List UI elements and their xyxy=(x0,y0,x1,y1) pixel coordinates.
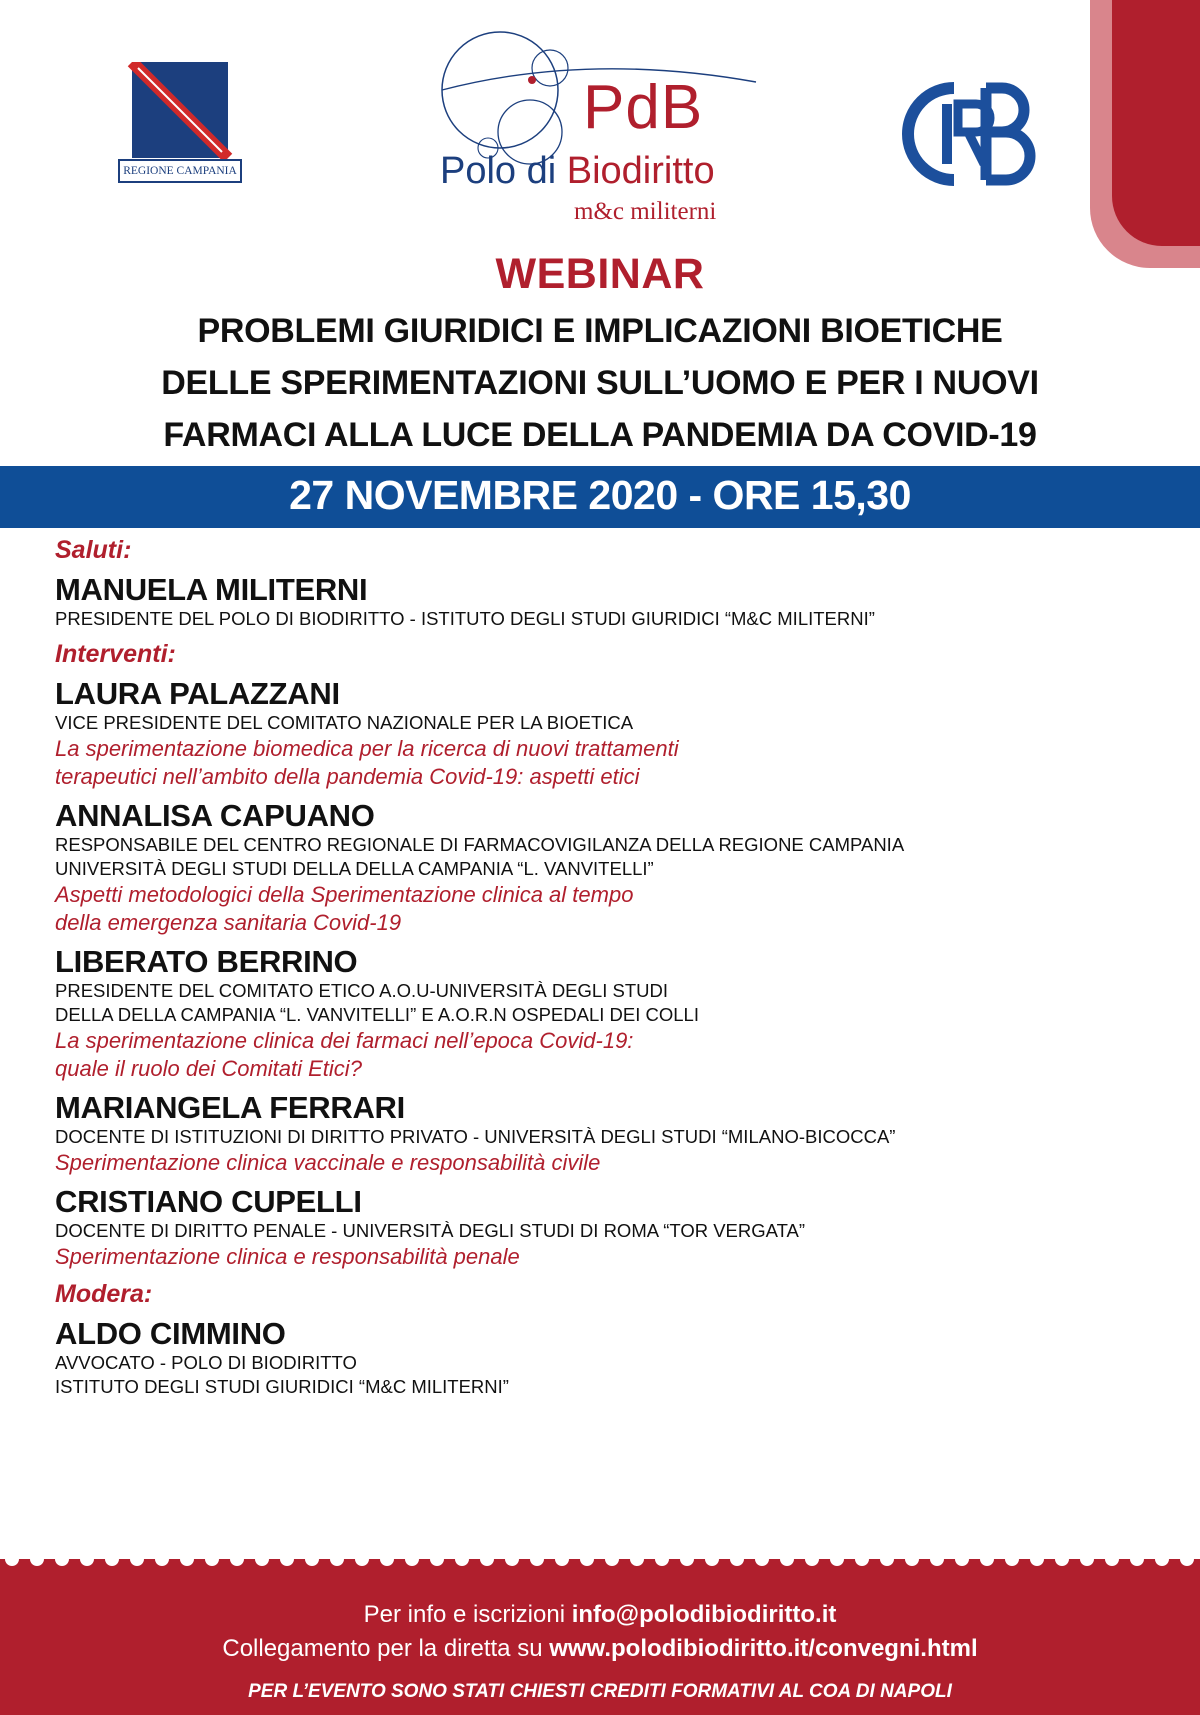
pdb-name-part1: Polo di xyxy=(440,150,567,192)
pdb-name xyxy=(440,150,715,193)
title-line-1: PROBLEMI GIURIDICI E IMPLICAZIONI BIOETICHE xyxy=(197,312,1003,350)
speaker-name: MARIANGELA FERRARI xyxy=(55,1090,405,1125)
talk-title: Aspetti metodologici della Sperimentazione clinica al tempo xyxy=(55,882,634,907)
speaker-entry xyxy=(55,1091,1155,1177)
speaker-role: VICE PRESIDENTE DEL COMITATO NAZIONALE PER LA BIOETICA xyxy=(55,712,634,733)
speaker-name: ANNALISA CAPUANO xyxy=(55,798,375,833)
footer-link-prefix: Collegamento per la diretta su xyxy=(222,1635,550,1662)
talk-title: quale il ruolo dei Comitati Etici? xyxy=(55,1056,362,1081)
pdb-subname: m&c militerni xyxy=(574,198,717,225)
speaker-role: UNIVERSITÀ DEGLI STUDI DELLA DELLA CAMPANIA “L. VANVITELLI” xyxy=(55,858,654,879)
talk-title: Sperimentazione clinica e responsabilità penale xyxy=(55,1244,520,1269)
speaker-entry xyxy=(55,1317,1155,1399)
webinar-label: WEBINAR xyxy=(495,250,705,298)
speaker-name: MANUELA MILITERNI xyxy=(55,572,368,607)
title-line-3: FARMACI ALLA LUCE DELLA PANDEMIA DA COVID-19 xyxy=(163,416,1037,454)
greetings-label: Saluti: xyxy=(55,536,132,564)
speaker-entry xyxy=(55,677,1155,791)
speaker-entry xyxy=(55,945,1155,1083)
speaker-role: DOCENTE DI DIRITTO PENALE - UNIVERSITÀ DEGLI STUDI DI ROMA “TOR VERGATA” xyxy=(55,1220,806,1241)
speaker-role: DOCENTE DI ISTITUZIONI DI DIRITTO PRIVATO - UNIVERSITÀ DEGLI STUDI “MILANO-BICOCCA” xyxy=(55,1126,896,1147)
footer-link-line xyxy=(0,1635,1200,1663)
talks-block xyxy=(55,677,1155,1271)
footer-info-line xyxy=(0,1601,1200,1629)
talk-title: della emergenza sanitaria Covid-19 xyxy=(55,910,402,935)
speaker-role: RESPONSABILE DEL CENTRO REGIONALE DI FARMACOVIGILANZA DELLA REGIONE CAMPANIA xyxy=(55,834,905,855)
speaker-entry xyxy=(55,573,1155,631)
speaker-role: PRESIDENTE DEL POLO DI BIODIRITTO - ISTITUTO DEGLI STUDI GIURIDICI “M&C MILITERNI” xyxy=(55,608,875,629)
speaker-entry xyxy=(55,799,1155,937)
cirb-logo xyxy=(902,80,1036,188)
title-line-2: DELLE SPERIMENTAZIONI SULL’UOMO E PER I NUOVI xyxy=(161,364,1039,402)
talk-title: terapeutici nell’ambito della pandemia Covid-19: aspetti etici xyxy=(55,764,640,789)
footer-info-prefix: Per info e iscrizioni xyxy=(363,1601,572,1628)
regione-caption: REGIONE CAMPANIA xyxy=(123,165,237,177)
speaker-name: ALDO CIMMINO xyxy=(55,1316,286,1351)
program xyxy=(55,535,1155,1399)
moderator-label: Modera: xyxy=(55,1280,153,1308)
speaker-role: AVVOCATO - POLO DI BIODIRITTO xyxy=(55,1352,357,1373)
moderator-block xyxy=(55,1317,1155,1399)
corner-decoration xyxy=(1090,0,1200,268)
footer-credits-note: PER L’EVENTO SONO STATI CHIESTI CREDITI FORMATIVI AL COA DI NAPOLI xyxy=(248,1681,952,1702)
talks-label: Interventi: xyxy=(55,640,176,668)
footer-link-url[interactable]: www.polodibiodiritto.it/convegni.html xyxy=(549,1635,978,1662)
speaker-name: LAURA PALAZZANI xyxy=(55,676,340,711)
speaker-name: CRISTIANO CUPELLI xyxy=(55,1184,362,1219)
speaker-role: DELLA DELLA CAMPANIA “L. VANVITELLI” E A.O.R.N OSPEDALI DEI COLLI xyxy=(55,1004,699,1025)
event-date: 27 NOVEMBRE 2020 - ORE 15,30 xyxy=(289,472,911,518)
talk-title: Sperimentazione clinica vaccinale e responsabilità civile xyxy=(55,1150,601,1175)
speaker-role: PRESIDENTE DEL COMITATO ETICO A.O.U-UNIVERSITÀ DEGLI STUDI xyxy=(55,980,668,1001)
greetings-block xyxy=(55,573,1155,631)
pdb-name-part2: Biodiritto xyxy=(566,150,715,192)
footer xyxy=(0,1553,1200,1715)
speaker-name: LIBERATO BERRINO xyxy=(55,944,358,979)
pdb-mark: PdB xyxy=(583,73,704,142)
talk-title: La sperimentazione biomedica per la ricerca di nuovi trattamenti xyxy=(55,736,679,761)
speaker-role: ISTITUTO DEGLI STUDI GIURIDICI “M&C MILITERNI” xyxy=(55,1376,509,1397)
footer-info-email[interactable]: info@polodibiodiritto.it xyxy=(571,1601,837,1628)
footer-scallop-edge xyxy=(0,1553,1200,1569)
polo-di-biodiritto-logo xyxy=(438,28,768,228)
regione-campania-logo xyxy=(118,62,242,184)
speaker-entry xyxy=(55,1185,1155,1271)
talk-title: La sperimentazione clinica dei farmaci nell’epoca Covid-19: xyxy=(55,1028,634,1053)
